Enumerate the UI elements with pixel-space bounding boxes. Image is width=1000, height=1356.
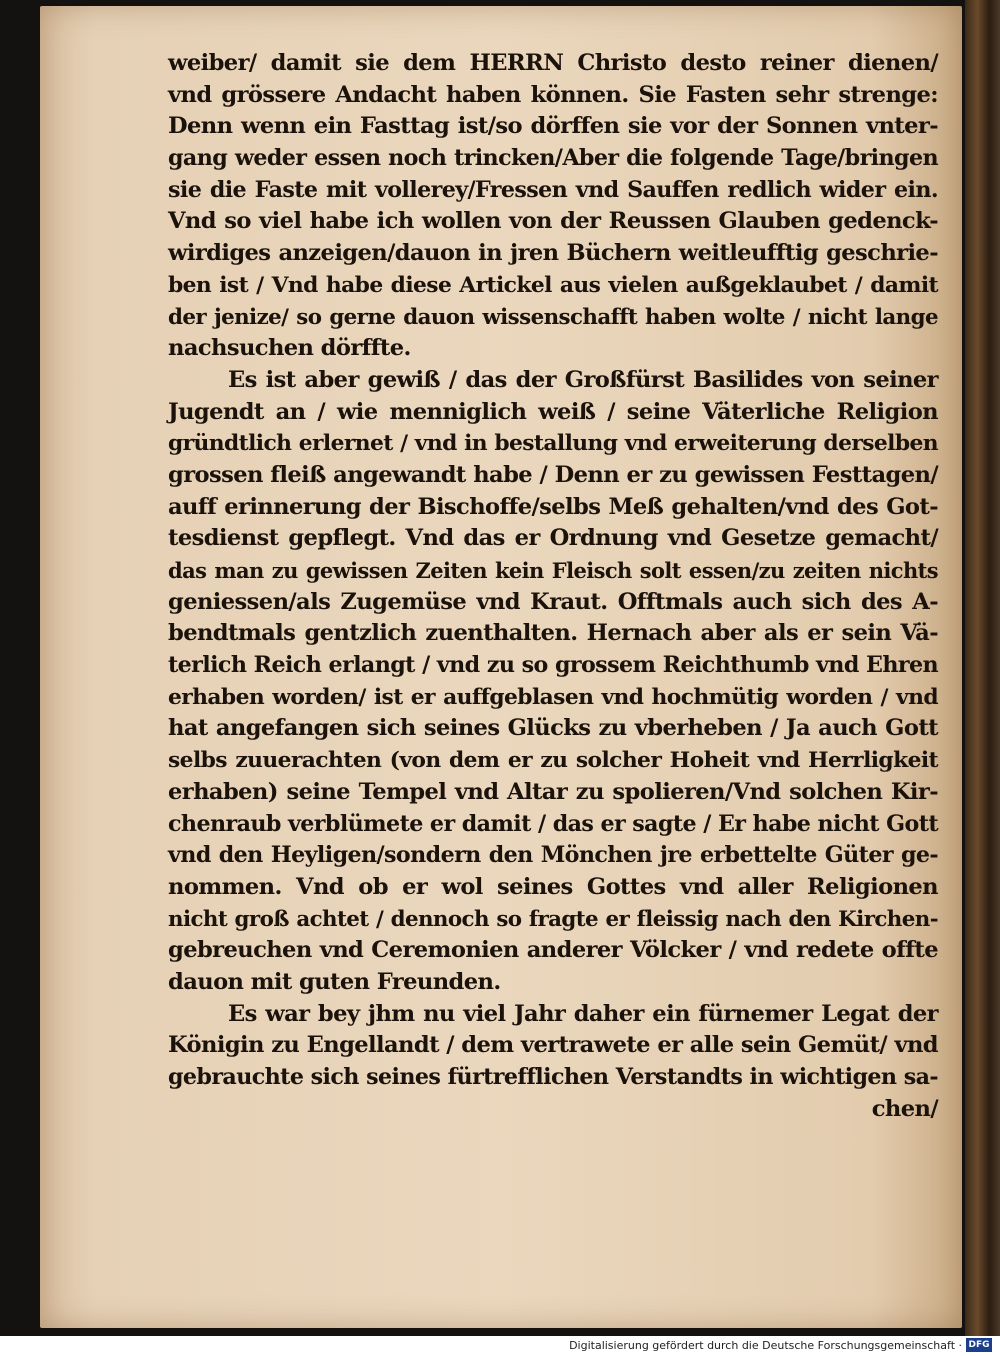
text-line: tesdienst gepflegt. Vnd das er Ordnung vnd Gesetze gemacht/: [168, 525, 938, 552]
footer-bar: [0, 1336, 1000, 1356]
text-line: erhaben worden/ ist er auffgeblasen vnd hochmütig worden / vnd: [168, 684, 938, 710]
text-line: ben ist / Vnd habe diese Artickel aus vielen außgeklaubet / damit: [168, 272, 938, 298]
text-line: Jugendt an / wie menniglich weiß / seine Väterliche Religion: [168, 398, 938, 425]
text-line: der jenize/ so gerne dauon wissenschafft haben wolte / nicht lange: [168, 304, 938, 330]
catchword: chen/: [871, 1095, 938, 1122]
text-line: selbs zuuerachten (von dem er zu solcher Hoheit vnd Herrligkeit: [168, 748, 938, 774]
text-line: Vnd so viel habe ich wollen von der Reussen Glauben gedenck-: [168, 208, 938, 235]
paragraph-first-line: Es ist aber gewiß / das der Großfürst Basilides von seiner: [228, 366, 938, 393]
text-line: das man zu gewissen Zeiten kein Fleisch solt essen/zu zeiten nichts: [168, 558, 938, 583]
text-line: sie die Faste mit vollerey/Fressen vnd Sauffen redlich wider ein.: [168, 176, 938, 203]
text-line: nommen. Vnd ob er wol seines Gottes vnd aller Religionen: [168, 873, 938, 900]
text-line: nicht groß achtet / dennoch so fragte er fleissig nach den Kirchen-: [168, 906, 938, 932]
text-line: bendtmals gentzlich zuenthalten. Hernach aber als er sein Vä-: [168, 620, 938, 647]
text-line: weiber/ damit sie dem HERRN Christo desto reiner dienen/: [168, 50, 938, 76]
text-line: erhaben) seine Tempel vnd Altar zu spolieren/Vnd solchen Kir-: [168, 778, 938, 805]
text-line: terlich Reich erlangt / vnd zu so grossem Reichthumb vnd Ehren: [168, 652, 938, 679]
text-line: gebrauchte sich seines fürtrefflichen Verstandts in wichtigen sa-: [168, 1064, 938, 1090]
text-line: gebreuchen vnd Ceremonien anderer Völcker / vnd redete offte: [168, 937, 938, 964]
text-line: Denn wenn ein Fasttag ist/so dörffen sie vor der Sonnen vnter-: [168, 113, 938, 140]
text-line: vnd grössere Andacht haben können. Sie Fasten sehr strenge:: [168, 81, 938, 108]
text-line: grossen fleiß angewandt habe / Denn er zu gewissen Festtagen/: [168, 461, 938, 488]
book-edge: [965, 0, 1000, 1336]
text-line: gang weder essen noch trincken/Aber die folgende Tage/bringen: [168, 145, 938, 172]
text-line: chenraub verblümete er damit / das er sagte / Er habe nicht Gott: [168, 810, 938, 837]
page-text: [168, 48, 938, 1125]
text-line: geniessen/als Zugemüse vnd Kraut. Offtmals auch sich des A-: [168, 588, 938, 615]
text-line: dauon mit guten Freunden.: [168, 968, 501, 995]
funding-credit: Digitalisierung gefördert durch die Deutsche Forschungsgemeinschaft ·: [569, 1339, 962, 1352]
paragraph-first-line: Es war bey jhm nu viel Jahr daher ein fürnemer Legat der: [228, 1000, 938, 1027]
text-line: vnd den Heyligen/sondern den Mönchen jre erbettelte Güter ge-: [168, 842, 938, 869]
text-line: nachsuchen dörffte.: [168, 335, 411, 362]
text-line: auff erinnerung der Bischoffe/selbs Meß gehalten/vnd des Got-: [168, 493, 938, 520]
text-line: hat angefangen sich seines Glücks zu vberheben / Ja auch Gott: [168, 715, 938, 742]
text-line: gründtlich erlernet / vnd in bestallung vnd erweiterung derselben: [168, 431, 938, 457]
text-line: Königin zu Engellandt / dem vertrawete er alle sein Gemüt/ vnd: [168, 1032, 938, 1059]
dfg-logo: DFG: [966, 1338, 992, 1352]
text-line: wirdiges anzeigen/dauon in jren Büchern weitleufftig geschrie-: [168, 240, 938, 267]
